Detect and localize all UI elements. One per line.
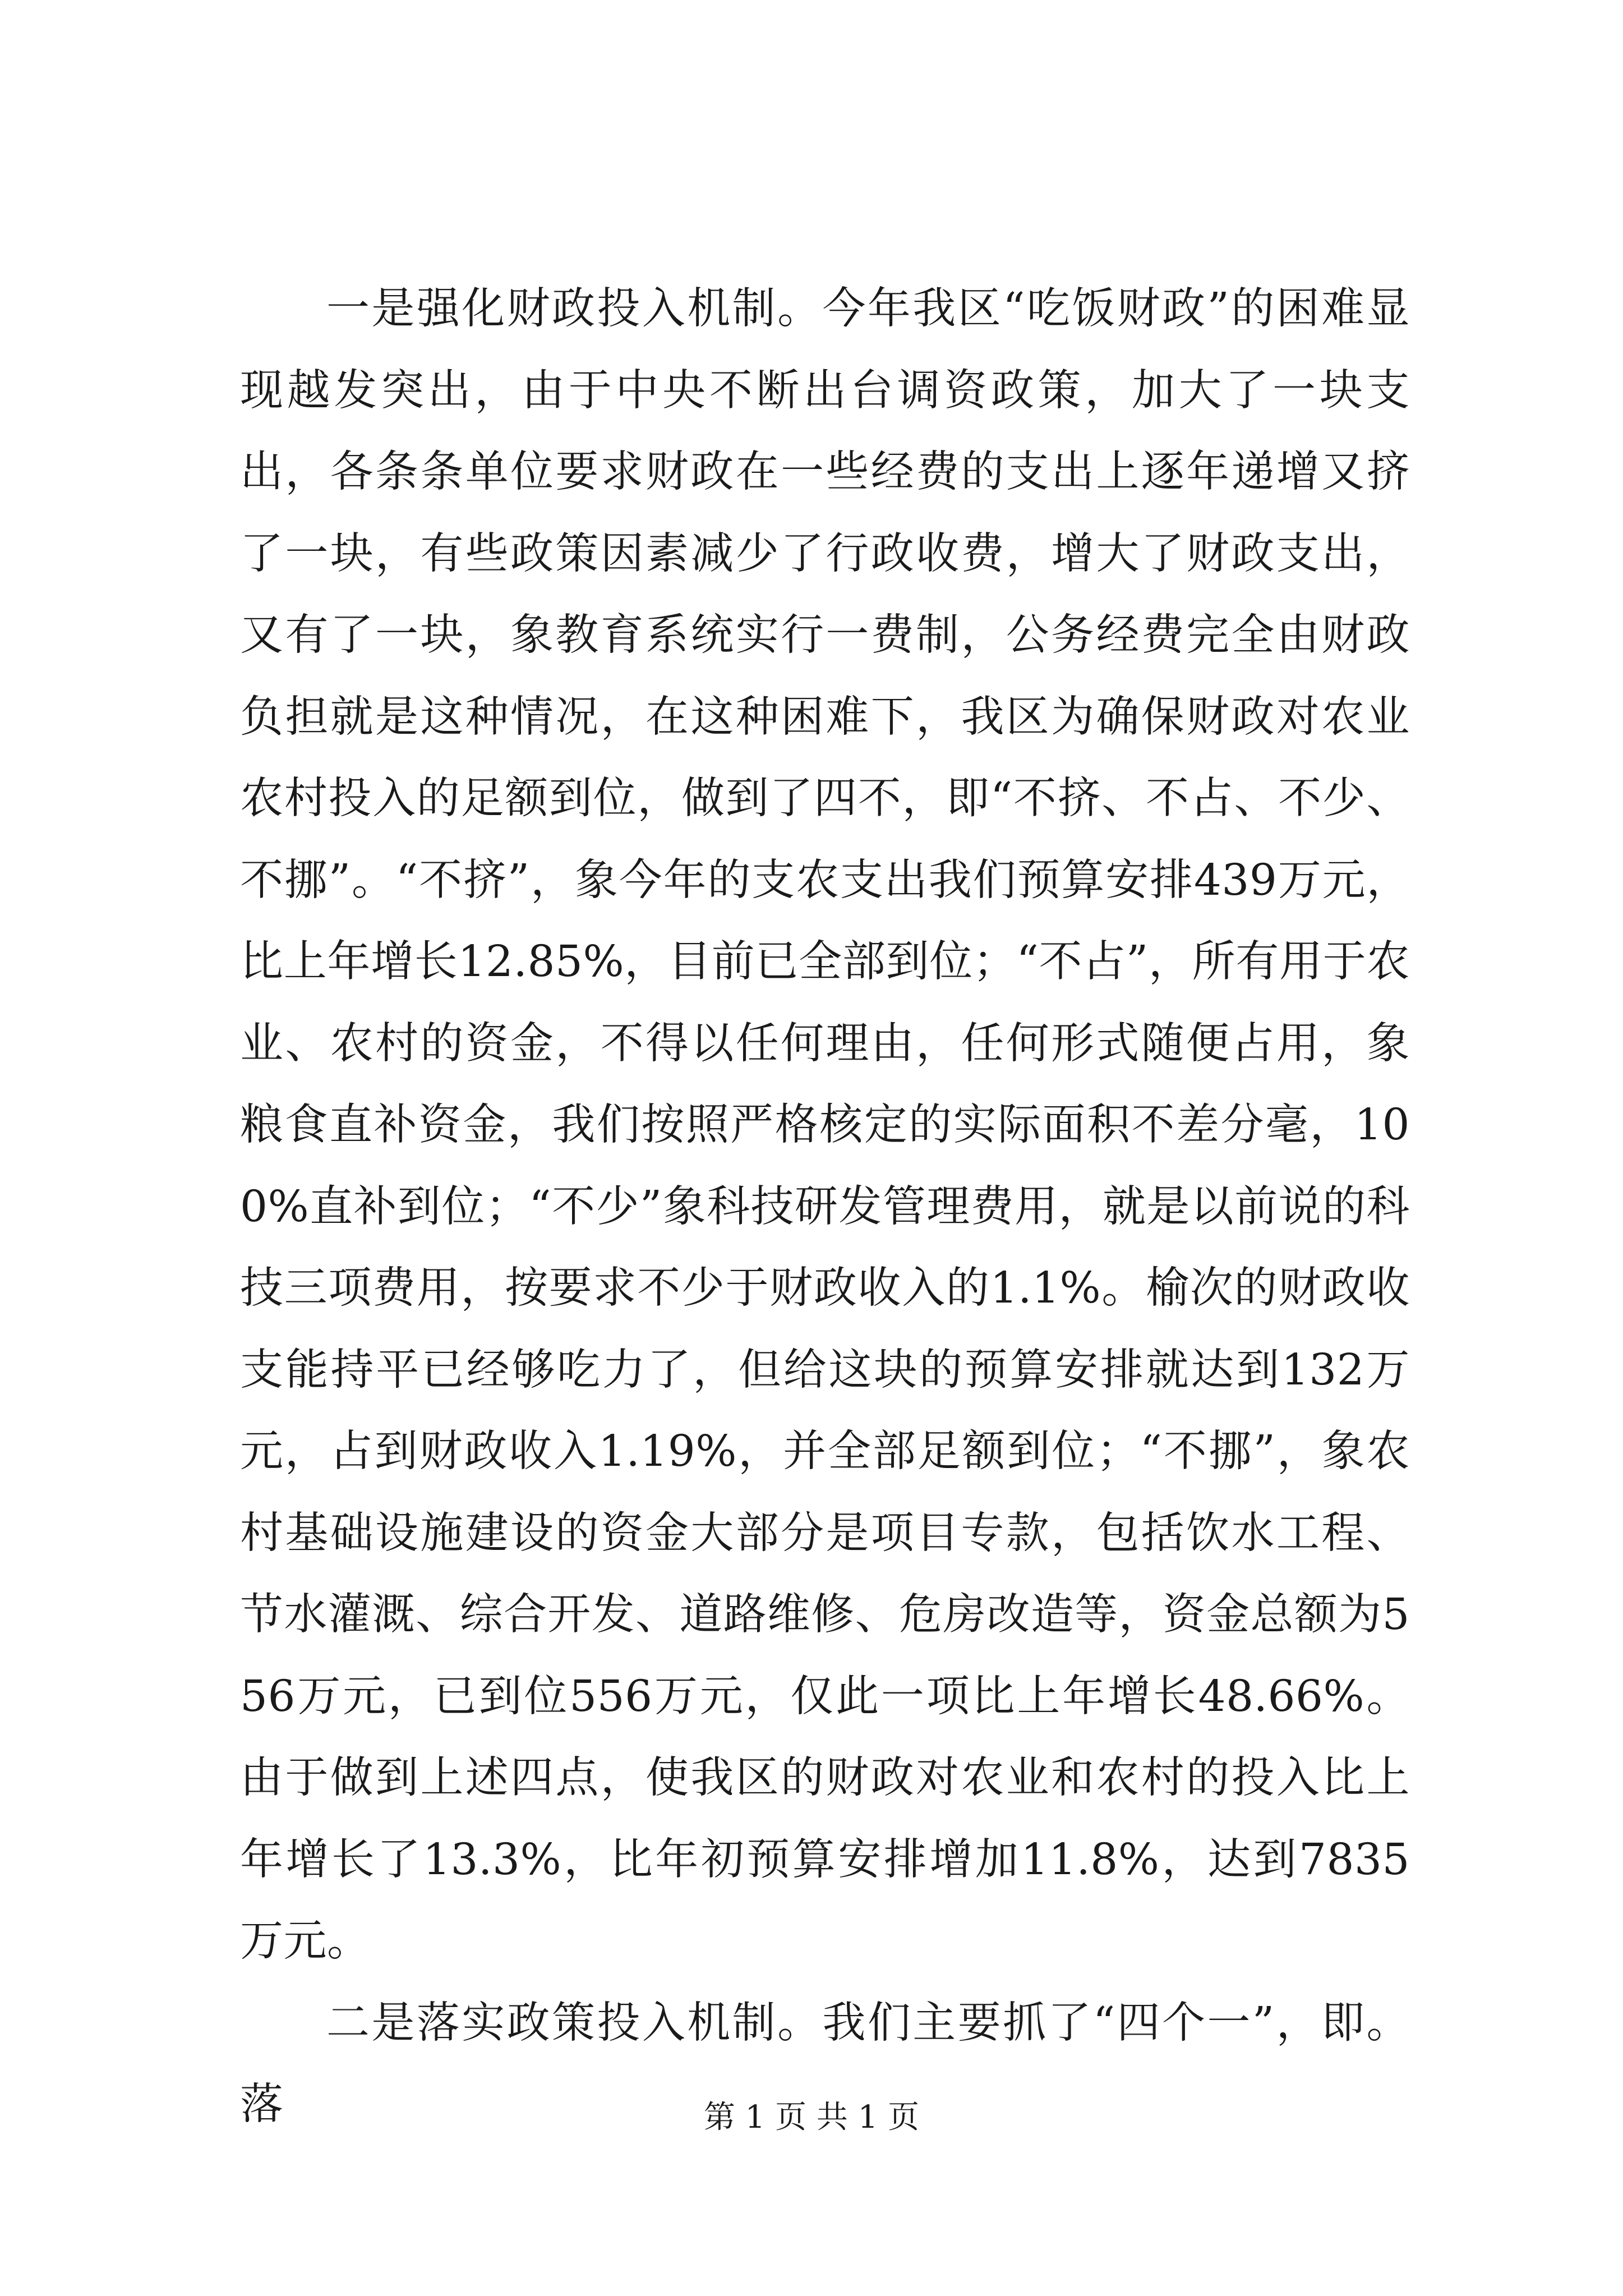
page-number-footer: 第 1 页 共 1 页 [703,2099,920,2136]
paragraph-policy-investment: 二是落实政策投入机制。我们主要抓了“四个一”，即。落 [240,1998,1410,2129]
paragraph-fiscal-investment: 一是强化财政投入机制。今年我区“吃饭财政”的困难显现越发突出，由于中央不断出台调资政策，加大了一块支出，各条条单位要求财政在一些经费的支出上逐年递增又挤了一块，有些政策因素减少了行政收费，增大了财政支出，又有了一块，象教育系统实行一费制，公务经费完全由财政负担就是这种情况，在这种困难下，我区为确保财政对农业农村投入的足额到位，做到了四不，即“不挤、不占、不少、不挪”。“不挤”，象今年的支农支出我们预算安排439万元，比上年增长12.85%，目前已全部到位；“不占”，所有用于农业、农村的资金，不得以任何理由，任何形式随便占用，象粮食直补资金，我们按照严格核定的实际面积不差分毫，100%直补到位；“不少”象科技研发管理费用，就是以前说的科技三项费用，按要求不少于财政收入的1.1%。榆次的财政收支能持平已经够吃力了，但给这块的预算安排就达到132万元，占到财政收入1.19%，并全部足额到位；“不挪”，象农村基础设施建设的资金大部分是项目专款，包括饮水工程、节水灌溉、综合开发、道路维修、危房改造等，资金总额为556万元，已到位556万元，仅此一项比上年增长48.66%。由于做到上述四点，使我区的财政对农业和农村的投入比上年增长了13.3%，比年初预算安排增加11.8%，达到7835万元。 [240,284,1410,1966]
document-body [240,268,1410,2146]
